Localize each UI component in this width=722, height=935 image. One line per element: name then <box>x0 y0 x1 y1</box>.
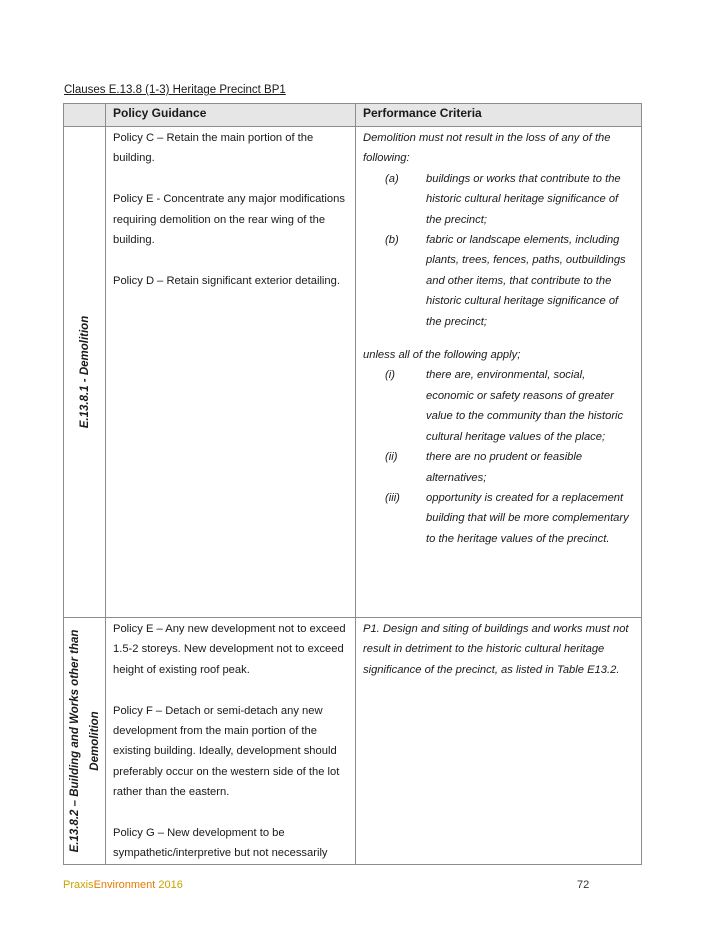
condition-iii: (iii) opportunity is created for a replacement building that will be more complementary to the heritage values of the precinct. <box>385 491 629 545</box>
row-label-building-works: E.13.8.2 – Building and Works other than Demolition <box>68 629 101 853</box>
criteria-intro: Demolition must not result in the loss of any of the following: <box>363 132 611 165</box>
row-label-cell <box>64 127 106 618</box>
policy-cell-demolition <box>106 127 356 618</box>
policy-e: Policy E - Concentrate any major modifications requiring demolition on the rear wing of the building. <box>113 193 345 247</box>
criteria-item-b: (b) fabric or landscape elements, including plants, trees, fences, paths, outbuildings and other items, that contribute to the historic cultural heritage significance of the precinct; <box>385 234 626 328</box>
criteria-item-a: (a) buildings or works that contribute to the historic cultural heritage significance of the precinct; <box>385 172 621 226</box>
condition-ii: (ii) there are no prudent or feasible alternatives; <box>385 451 583 484</box>
row-label-cell <box>64 618 106 865</box>
policy-d: Policy D – Retain significant exterior detailing. <box>113 274 340 287</box>
footer-brand <box>63 879 183 891</box>
header-blank-cell <box>64 104 106 127</box>
table-row-demolition <box>64 127 642 618</box>
header-performance-criteria: Performance Criteria <box>356 104 642 127</box>
brand-environment: Environment <box>93 879 156 891</box>
page-number: 72 <box>577 879 590 891</box>
condition-i: (i) there are, environmental, social, economic or safety reasons of greater value to the community than the historic cultural heritage values of the place; <box>385 369 624 443</box>
policy-f: Policy F – Detach or semi-detach any new development from the main portion of the existing building. Ideally, development should preferably occur on the western side of the lot rather than the eastern. <box>113 704 340 799</box>
criteria-p1: P1. Design and siting of buildings and works must not result in detriment to the historic cultural heritage significance of the precinct, as listed in Table E13.2. <box>363 623 629 676</box>
policy-g: Policy G – New development to be sympathetic/interpretive but not necessarily <box>113 827 328 860</box>
policy-e-height: Policy E – Any new development not to exceed 1.5-2 storeys. New development not to exceed height of existing roof peak. <box>113 623 346 676</box>
table-caption: Clauses E.13.8 (1-3) Heritage Precinct BP1 <box>64 84 286 96</box>
policy-cell-building-works <box>106 618 356 865</box>
criteria-unless: unless all of the following apply; <box>363 349 521 362</box>
heritage-table <box>63 103 642 865</box>
header-policy-guidance: Policy Guidance <box>106 104 356 127</box>
row-label-demolition: E.13.8.1 - Demolition <box>78 315 91 429</box>
brand-praxis: Praxis <box>63 879 94 891</box>
table-row-building-works <box>64 618 642 865</box>
policy-c: Policy C – Retain the main portion of the building. <box>113 132 314 165</box>
criteria-cell-demolition <box>356 127 642 618</box>
footer-year: 2016 <box>155 879 183 891</box>
table-header-row <box>64 104 642 127</box>
criteria-cell-building-works <box>356 618 642 865</box>
